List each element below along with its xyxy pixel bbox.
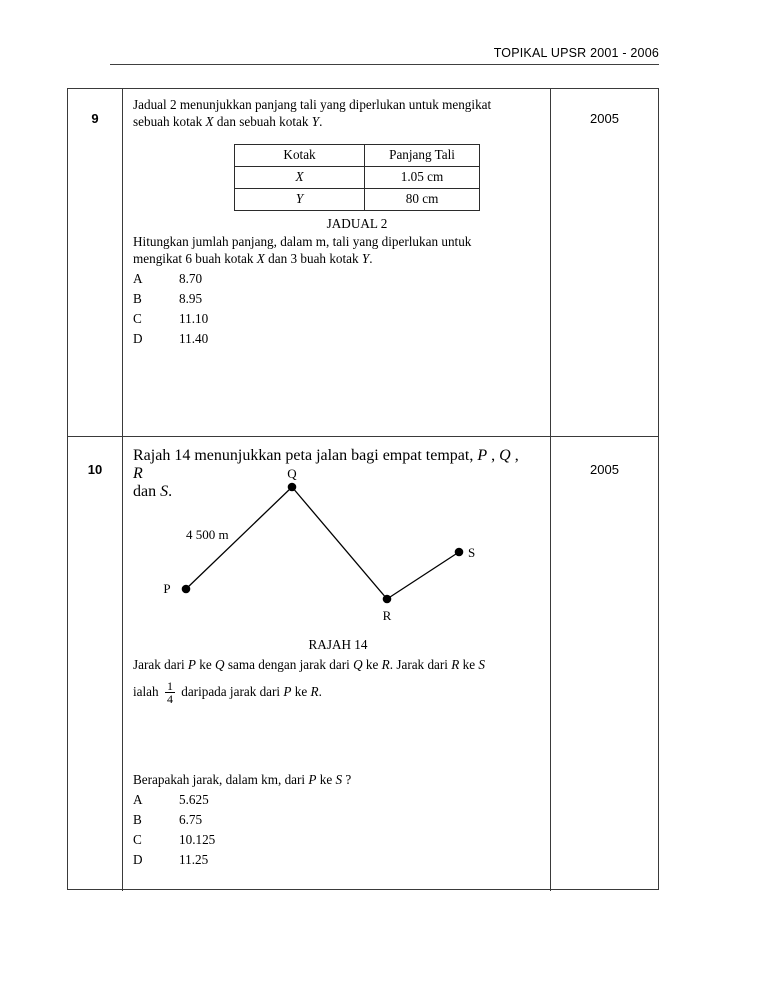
desc-text-9: ke [291,683,311,699]
point-s [455,548,464,557]
desc-variable-r3: R [310,683,319,699]
page-header [110,44,659,65]
option-value-c: 11.10 [179,311,209,326]
option-label-b: B [133,291,142,306]
question-row-10 [68,437,658,891]
variable-q: Q [499,447,511,464]
table-header-row [235,145,480,167]
prompt-line-2-c: . [369,250,373,266]
table-header-panjang-tali: Panjang Tali [365,145,480,167]
desc-variable-r2: R [451,657,460,672]
table-header-kotak: Kotak [235,145,365,167]
distance-label-pq: 4 500 m [186,527,229,542]
question-year-9: 2005 [590,111,619,126]
option-label-d: D [133,852,143,867]
fraction-denominator: 4 [166,692,173,707]
desc-text-5: . Jarak dari [389,657,452,672]
desc-variable-q1: Q [215,657,225,672]
prompt-text-1: Berapakah jarak, dalam km, dari [133,772,309,787]
point-p [182,585,191,594]
option-label-c: C [133,832,142,847]
page-header-title: TOPIKAL UPSR 2001 - 2006 [493,46,659,60]
diagram-points [182,483,464,604]
point-r [383,595,392,604]
stem-line-2-b: dan sebuah kotak [213,113,312,129]
table-row [235,189,480,211]
option-label-c: C [133,311,142,326]
fraction-numerator: 1 [166,678,173,693]
rajah-14-diagram [123,466,560,635]
table-cell-panjang-x: 1.05 cm [365,167,480,189]
jadual-2-caption: JADUAL 2 [326,216,388,231]
prompt-variable-x: X [256,250,265,266]
question-prompt-9 [133,234,534,267]
option-value-b: 6.75 [179,812,203,827]
point-q [288,483,297,492]
option-label-a: A [133,271,143,286]
question-body-cell-10 [123,437,551,891]
desc-variable-q2: Q [353,657,363,672]
prompt-variable-p: P [308,772,317,787]
question-year-cell-9 [551,89,658,436]
table-cell-kotak-x [235,167,365,189]
option-value-c: 10.125 [179,832,216,847]
desc-text-3: sama dengan jarak dari [224,657,354,672]
desc-text-10: . [318,683,322,699]
question-table [67,88,659,890]
option-value-b: 8.95 [179,291,203,306]
desc-text-1: Jarak dari [133,657,188,672]
description-line-1 [133,657,534,674]
diagram-point-labels [163,466,475,623]
prompt-line-2-a: mengikat 6 buah kotak [133,250,257,266]
option-value-d: 11.25 [179,852,209,867]
prompt-variable-y: Y [361,250,370,266]
stem-line-2-a: dan [133,483,161,500]
variable-p: P [477,447,488,464]
desc-variable-s1: S [478,657,485,672]
table-cell-panjang-y: 80 cm [365,189,480,211]
stem-line-2-b: . [168,483,173,500]
stem-line-1-a: Rajah 14 menunjukkan peta jalan bagi empat tempat, [133,447,478,464]
question-number-9: 9 [91,111,99,126]
stem-line-1: Jadual 2 menunjukkan panjang tali yang diperlukan untuk mengikat [133,97,492,112]
desc-variable-p2: P [283,683,292,699]
question-description-10 [133,657,534,707]
desc-text-2: ke [195,657,216,672]
desc-variable-p1: P [187,657,196,672]
jadual-2-table [234,144,480,211]
question-prompt-10 [133,772,534,789]
stem-sep-1: , [487,447,500,464]
question-number-cell-10 [68,437,123,891]
table-cell-kotak-y [235,189,365,211]
option-value-a: 8.70 [179,271,203,286]
prompt-line-1: Hitungkan jumlah panjang, dalam m, tali yang diperlukan untuk [133,234,472,249]
stem-line-2-c: . [319,113,323,129]
question-row-9 [68,89,658,437]
question-year-10: 2005 [590,462,619,477]
stem-line-2-a: sebuah kotak [133,113,206,129]
stem-sep-2: , [510,447,519,464]
point-label-s: S [468,545,476,560]
question-stem-9 [133,97,542,130]
edge-r-s [387,552,459,599]
variable-s: S [160,483,169,500]
desc-text-6: ke [459,657,479,672]
option-value-a: 5.625 [179,792,209,807]
question-year-cell-10 [551,437,658,891]
desc-text-4: ke [362,657,382,672]
diagram-edges [186,487,459,599]
prompt-variable-s: S [335,772,343,787]
variable-x: X [205,113,214,129]
prompt-text-2: ke [316,772,336,787]
description-line-2 [133,678,534,707]
option-value-d: 11.40 [179,331,209,346]
rajah-14-caption: RAJAH 14 [308,637,368,652]
cell-value-x: X [295,169,304,184]
prompt-text-3: ? [342,772,352,787]
point-label-r: R [382,608,392,623]
question-number-10: 10 [87,462,103,477]
edge-q-r [292,487,387,599]
point-label-p: P [163,581,171,596]
option-label-d: D [133,331,143,346]
prompt-line-2-b: dan 3 buah kotak [264,250,362,266]
table-row [235,167,480,189]
variable-r: R [133,465,143,482]
desc-text-7: ialah [133,683,162,699]
desc-variable-r1: R [381,657,390,672]
point-label-q: Q [287,466,297,481]
option-label-b: B [133,812,142,827]
variable-y: Y [311,113,320,129]
option-label-a: A [133,792,143,807]
question-body-cell-9 [123,89,551,436]
question-number-cell-9 [68,89,123,436]
fraction-one-quarter [165,680,175,706]
desc-text-8: daripada jarak dari [177,683,284,699]
cell-value-y: Y [295,191,304,206]
